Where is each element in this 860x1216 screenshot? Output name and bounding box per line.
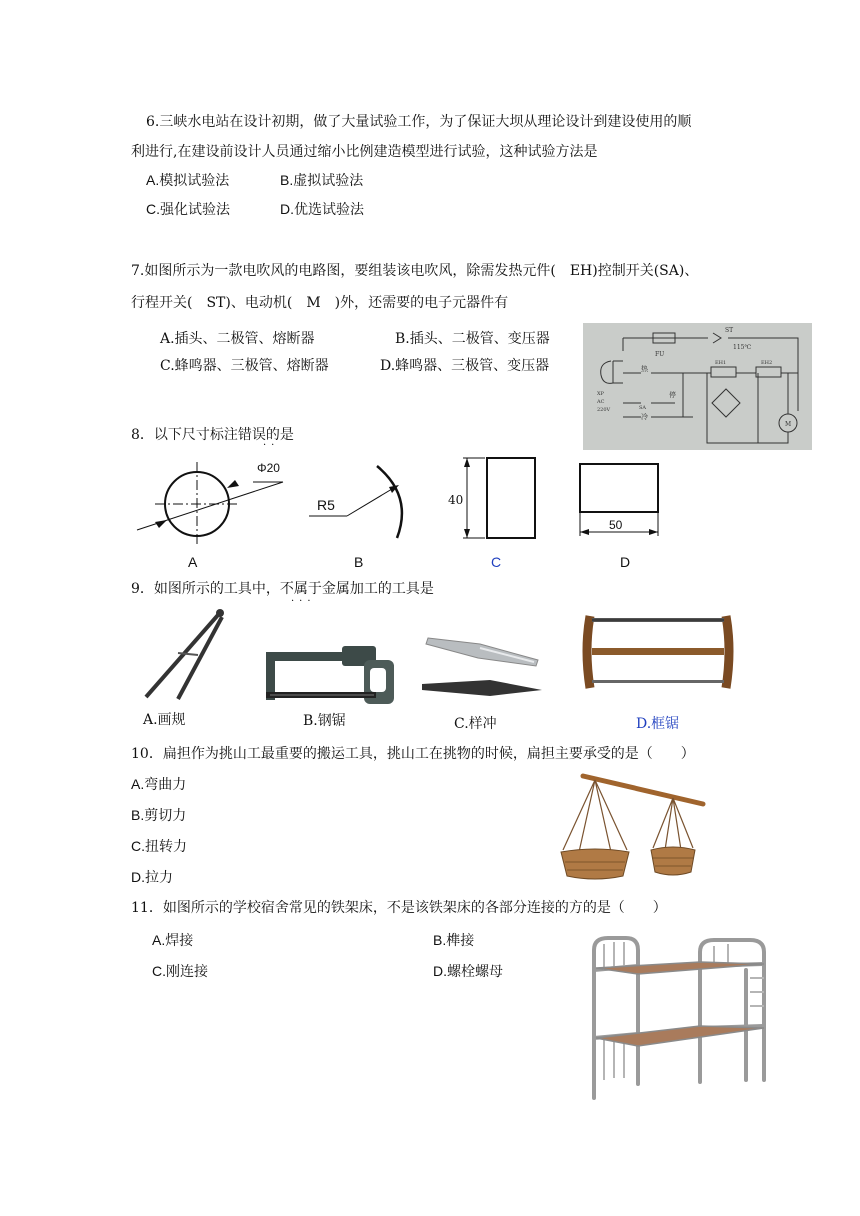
circuit-eh2: EH2 — [761, 360, 773, 366]
q11-option-d: D.螺栓螺母 — [433, 963, 503, 979]
q9-emphasis-dots: ··· — [291, 596, 316, 607]
circuit-temp: 115℃ — [733, 344, 752, 351]
q7-option-b: B.插头、二极管、变压器 — [395, 331, 550, 347]
q6-stem-line1: 6.三峡水电站在设计初期，做了大量试验工作，为了保证大坝从理论设计到建设使用的顺 — [146, 114, 692, 130]
q9-frame-saw-image — [580, 610, 735, 692]
q10-option-a: A.弯曲力 — [131, 776, 187, 792]
q11-stem: 11．如图所示的学校宿舍常见的铁架床，不是该铁架床的各部分连接的方的是（ ） — [131, 900, 667, 916]
q8-fig-c — [445, 455, 545, 545]
q8-label-b: B — [354, 554, 364, 570]
q6-option-d: D.优选试验法 — [280, 201, 364, 217]
q8-label-a: A — [188, 554, 198, 570]
circuit-eh1: EH1 — [715, 360, 727, 366]
fig-d-dimension: 50 — [609, 518, 623, 532]
circuit-schematic — [583, 323, 812, 450]
q11-option-a: A.焊接 — [152, 932, 194, 948]
q6-stem-line2: 利进行,在建设前设计人员通过缩小比例建造模型进行试验，这种试验方法是 — [131, 144, 598, 160]
q10-option-d: D.拉力 — [131, 869, 173, 885]
q6-option-a: A.模拟试验法 — [146, 172, 230, 188]
q8-emphasis-dots: ·· — [263, 440, 280, 451]
q8-label-d: D — [620, 554, 631, 570]
q10-stem: 10．扁担作为挑山工最重要的搬运工具，挑山工在挑物的时候，扁担主要承受的是（ ） — [131, 746, 695, 762]
q9-label-c: C.样冲 — [454, 716, 497, 732]
circuit-m: M — [785, 421, 792, 428]
q6-option-c: C.强化试验法 — [146, 201, 230, 217]
circuit-leng: 冷 — [641, 413, 648, 421]
q9-label-d: D.框锯 — [636, 716, 680, 732]
q9-label-b: B.钢锯 — [303, 713, 346, 729]
q9-stem: 9．如图所示的工具中，不属于金属加工的工具是 — [131, 581, 434, 597]
q8-label-c: C — [491, 554, 502, 570]
q8-fig-b — [305, 462, 415, 542]
circuit-re: 热 — [641, 365, 648, 373]
q11-option-b: B.榫接 — [433, 932, 475, 948]
q11-bunk-bed-image — [580, 930, 770, 1102]
q9-label-a: A.画规 — [143, 712, 186, 728]
q8-fig-d — [575, 460, 670, 540]
q10-carrying-pole-image — [555, 770, 715, 885]
q11-option-c: C.刚连接 — [152, 963, 208, 979]
circuit-stop: 停 — [669, 391, 676, 399]
q9-center-punch-image — [420, 630, 545, 705]
q7-option-a: A.插头、二极管、熔断器 — [160, 331, 315, 347]
q7-stem-line2: 行程开关( ST)、电动机( M )外，还需要的电子元器件有 — [131, 295, 509, 311]
q7-option-c: C.蜂鸣器、三极管、熔断器 — [160, 358, 329, 374]
q7-option-d: D.蜂鸣器、三极管、变压器 — [380, 358, 550, 374]
fig-c-dimension: 40 — [448, 493, 464, 507]
q7-circuit-diagram — [583, 323, 812, 450]
q6-option-b: B.虚拟试验法 — [280, 172, 364, 188]
q9-hacksaw-image — [256, 640, 401, 710]
q9-compass-image — [138, 603, 238, 703]
q8-fig-a — [135, 458, 295, 558]
q8-stem: 8．以下尺寸标注错误的是 — [131, 427, 294, 443]
circuit-xp: XP — [597, 391, 604, 397]
q7-stem-line1: 7.如图所示为一款电吹风的电路图，要组装该电吹风，除需发热元件( EH)控制开关(SA)、 — [131, 263, 699, 279]
circuit-sa: SA — [639, 405, 647, 411]
fig-a-dimension: Φ20 — [257, 461, 280, 475]
circuit-ac: AC — [597, 399, 605, 405]
circuit-st: ST — [725, 327, 734, 334]
circuit-fu: FU — [655, 351, 665, 358]
q10-option-b: B.剪切力 — [131, 807, 187, 823]
fig-b-dimension: R5 — [317, 497, 335, 513]
circuit-v: 220V — [597, 407, 611, 413]
q10-option-c: C.扭转力 — [131, 838, 187, 854]
